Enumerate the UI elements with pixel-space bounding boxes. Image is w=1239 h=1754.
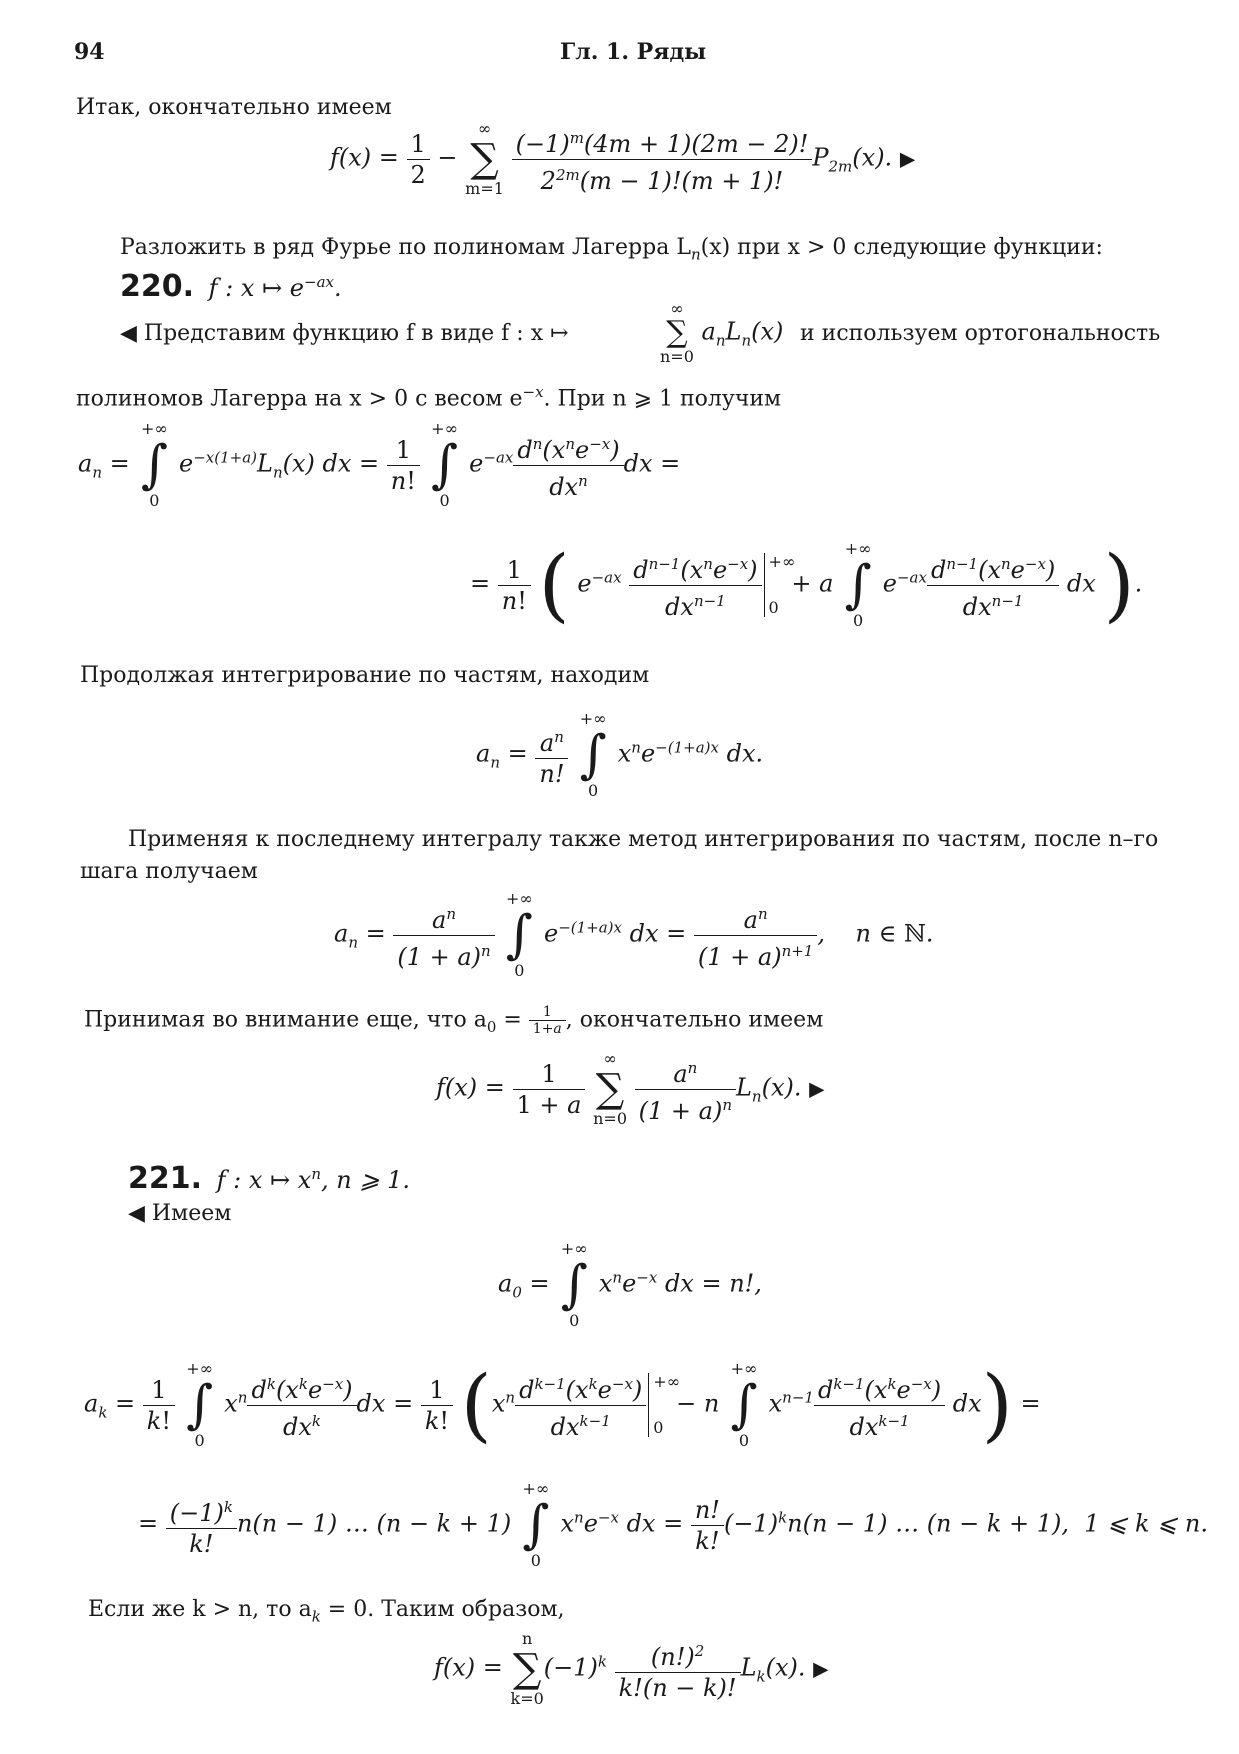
apply-text-2: шага получаем [80, 859, 258, 884]
problem-220-line2-text: полиномов Лагерра на x > 0 с весом e [76, 386, 523, 412]
equation-an-integral-2: = $\frac{1}{n!}$ ( $e^{-ax}$ $\frac{d^{n-1}(x^ne^{-x})}{dx^{n-1}}$ +∞ 0 + a +∞ ∫ 0 $e^{-ax}$ $\frac{d^{n-1}(x^ne^{-x})}{dx^{n-1}}$ dx ). [470, 538, 1143, 631]
taking-text: Принимая во внимание еще, что $a_0$ = $\frac{1}{1+a}$ , окончательно имеем [84, 1004, 824, 1037]
running-head: Гл. 1. Ряды [560, 39, 707, 65]
equation-ak-1: $a_k$ = $\frac{1}{k!}$ +∞ ∫ 0 $x^n$ $\frac{d^k(x^ke^{-x})}{dx^k}$ dx = $\frac{1}{k!}$ ($x^n$ $\frac{d^{k-1}(x^ke^{-x})}{dx^{k-1}}$ +∞ 0 − n +∞ ∫ 0 $x^{n-1}$ $\frac{d^{k-1}(x^ke^{-x})}{dx^{k-1}}$ dx) = [84, 1358, 1041, 1451]
intro-text: Итак, окончательно имеем [76, 95, 392, 120]
equation-an-parts: $a_n$ = $\frac{a^n}{n!}$ +∞ ∫ 0 $x^ne^{-(1+a)x}$ dx. [476, 709, 764, 800]
problem-221-heading: 221. f : x ↦ $x^n$, n ⩾ 1. [128, 1161, 410, 1196]
have-text: ◀ Имеем [128, 1201, 232, 1226]
if-k-text-part1: Если же k > n, то a [88, 1597, 312, 1622]
equation-an-final: $a_n$ = $\frac{a^n}{(1 + a)^n}$ +∞ ∫ 0 $e^{-(1+a)x}$ dx = $\frac{a^n}{(1 + a)^{n+1}}$ , n ∈ ℕ. [334, 889, 934, 980]
equation-221-result: f(x) = n ∑ k=0 $(-1)^k$ $\frac{(n!)^2}{k!(n - k)!}$ $L_k(x)$. ▶ [434, 1629, 829, 1708]
task-statement-part2: (x) при x > 0 следующие функции: [700, 235, 1103, 260]
problem-220-line2: полиномов Лагерра на x > 0 с весом $e^{-x}$. При n ⩾ 1 получим [76, 383, 782, 412]
problem-220-heading: 220. f : x ↦ $e^{-ax}$. [120, 269, 342, 304]
problem-number-220: 220. [120, 269, 195, 304]
if-k-text: Если же k > n, то $a_k = 0$. Таким образом, [88, 1597, 565, 1626]
series-form: ∞ ∑ n=0 $a_nL_n(x)$ [660, 299, 784, 366]
if-k-text-part2: = 0. Таким образом, [320, 1597, 565, 1622]
equation-220-result: f(x) = $\frac{1}{1 + a}$ ∞ ∑ n=0 $\frac{a^n}{(1 + a)^n}$ $L_n(x)$. ▶ [436, 1049, 825, 1128]
problem-220-line2-tail: . При n ⩾ 1 получим [543, 386, 782, 412]
equation-legendre-result: f(x) = $\frac{1}{2}$ − ∞ ∑ m=1 $\frac{(-1)^m(4m + 1)(2m - 2)!}{2^{2m}(m - 1)!(m + 1)!}$ $P_{2m}(x)$. ▶ [330, 119, 916, 198]
taking-text-part2: , окончательно имеем [565, 1007, 824, 1033]
apply-text-1: Применяя к последнему интегралу также метод интегрирования по частям, после n–го [128, 827, 1159, 852]
taking-text-part1: Принимая во внимание еще, что a [84, 1007, 487, 1033]
problem-220-lead [120, 320, 569, 348]
problem-220-lead-tail: и используем ортогональность [800, 321, 1161, 346]
page-number: 94 [74, 39, 105, 65]
problem-220-lead-text: ◀ Представим функцию f в виде f : x ↦ [120, 321, 569, 346]
problem-number-221: 221. [128, 1161, 203, 1196]
equation-an-integral-1: $a_n$ = +∞ ∫ 0 $e^{-x(1+a)}L_n(x)$ dx = $\frac{1}{n!}$ +∞ ∫ 0 $e^{-ax}$ $\frac{d^n(x^ne^{-x})}{dx^n}$ dx = [78, 419, 681, 510]
equation-ak-2: = $\frac{(-1)^k}{k!}$ n(n − 1) … (n − k + 1) +∞ ∫ 0 $x^ne^{-x}$ dx = $\frac{n!}{k!}$ $(-1)^kn(n - 1)$ … (n − k + 1), 1 ⩽ k ⩽ n. [138, 1479, 1208, 1570]
task-statement-part1: Разложить в ряд Фурье по полиномам Лагерра L [120, 235, 691, 260]
parts-text: Продолжая интегрирование по частям, находим [80, 663, 650, 688]
task-statement: Разложить в ряд Фурье по полиномам Лагерра $L_n(x)$ при x > 0 следующие функции: [120, 235, 1103, 264]
equation-a0: $a_0$ = +∞ ∫ 0 $x^ne^{-x}$ dx = n!, [498, 1239, 762, 1330]
